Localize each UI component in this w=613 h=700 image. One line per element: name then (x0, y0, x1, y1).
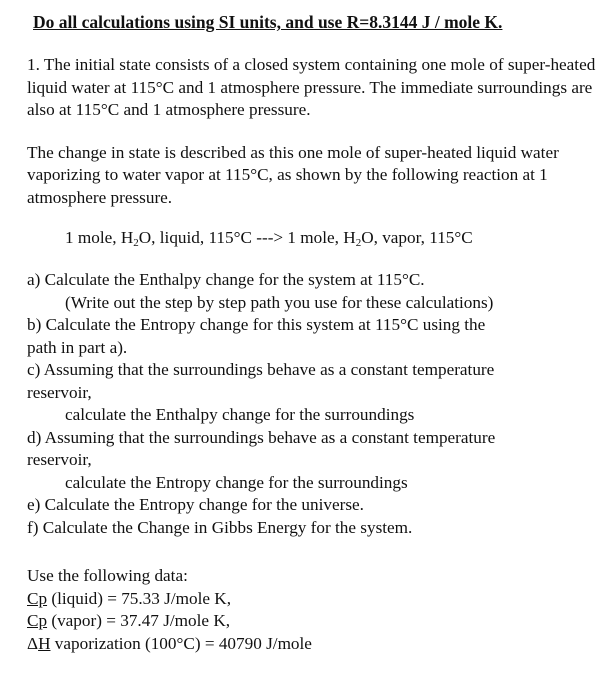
cp-vapor-symbol: Cp (27, 611, 48, 630)
part-d-continued: reservoir, (27, 450, 92, 469)
part-d: d) Assuming that the surroundings behave as a constant temperature (27, 427, 496, 447)
cp-liquid (27, 588, 602, 611)
part-d-task: calculate the Entropy change for the surroundings (65, 472, 408, 492)
part-c: c) Assuming that the surroundings behave as a constant temperature (27, 360, 495, 379)
reaction-left-prefix: 1 mole, H (65, 228, 134, 247)
question-list (27, 269, 602, 539)
enthalpy-symbol: H (38, 633, 51, 653)
part-a-note: (Write out the step by step path you use for these calculations) (65, 292, 494, 312)
cp-liquid-value: (liquid) = 75.33 J/mole K, (47, 588, 232, 608)
problem-intro: 1. The initial state consists of a closed system containing one mole of super-heated liquid water at 115°C and 1 atmosphere pressure. The immediate surroundings are also at 115°C and 1 atmosphere pressure. (27, 55, 596, 119)
reaction-right-suffix: O, vapor, 115°C (361, 228, 473, 247)
reaction-equation (65, 227, 602, 249)
enthalpy-vaporization (27, 633, 602, 656)
cp-vapor-value: (vapor) = 37.47 J/mole K, (47, 611, 231, 630)
part-b-continued: path in part a). (27, 337, 128, 357)
cp-liquid-symbol: Cp (27, 588, 48, 608)
part-a: a) Calculate the Enthalpy change for the system at 115°C. (27, 270, 425, 289)
change-of-state-description: The change in state is described as this one mole of super-heated liquid water vaporizing to water vapor at 115°C, as shown by the following reaction at 1 atmosphere pressure. (27, 142, 559, 207)
data-title: Use the following data: (27, 566, 188, 585)
delta-symbol: Δ (27, 633, 39, 653)
part-f: f) Calculate the Change in Gibbs Energy for the system. (27, 517, 413, 537)
reaction-left-suffix: O, liquid, 115°C ---> 1 mole, H (138, 228, 356, 247)
part-b: b) Calculate the Entropy change for this system at 115°C using the (27, 315, 486, 334)
part-c-continued: reservoir, (27, 382, 92, 402)
reaction-left-subscript: 2 (133, 237, 139, 249)
part-e: e) Calculate the Entropy change for the universe. (27, 495, 364, 514)
reaction-right-subscript: 2 (355, 237, 362, 249)
cp-vapor (27, 610, 602, 633)
instructions-heading: Do all calculations using SI units, and use R=8.3144 J / mole K. (33, 12, 503, 32)
enthalpy-vaporization-value: vaporization (100°C) = 40790 J/mole (50, 633, 312, 653)
part-c-task: calculate the Enthalpy change for the surroundings (65, 405, 415, 424)
problem-document (27, 10, 602, 655)
given-data (27, 565, 602, 655)
